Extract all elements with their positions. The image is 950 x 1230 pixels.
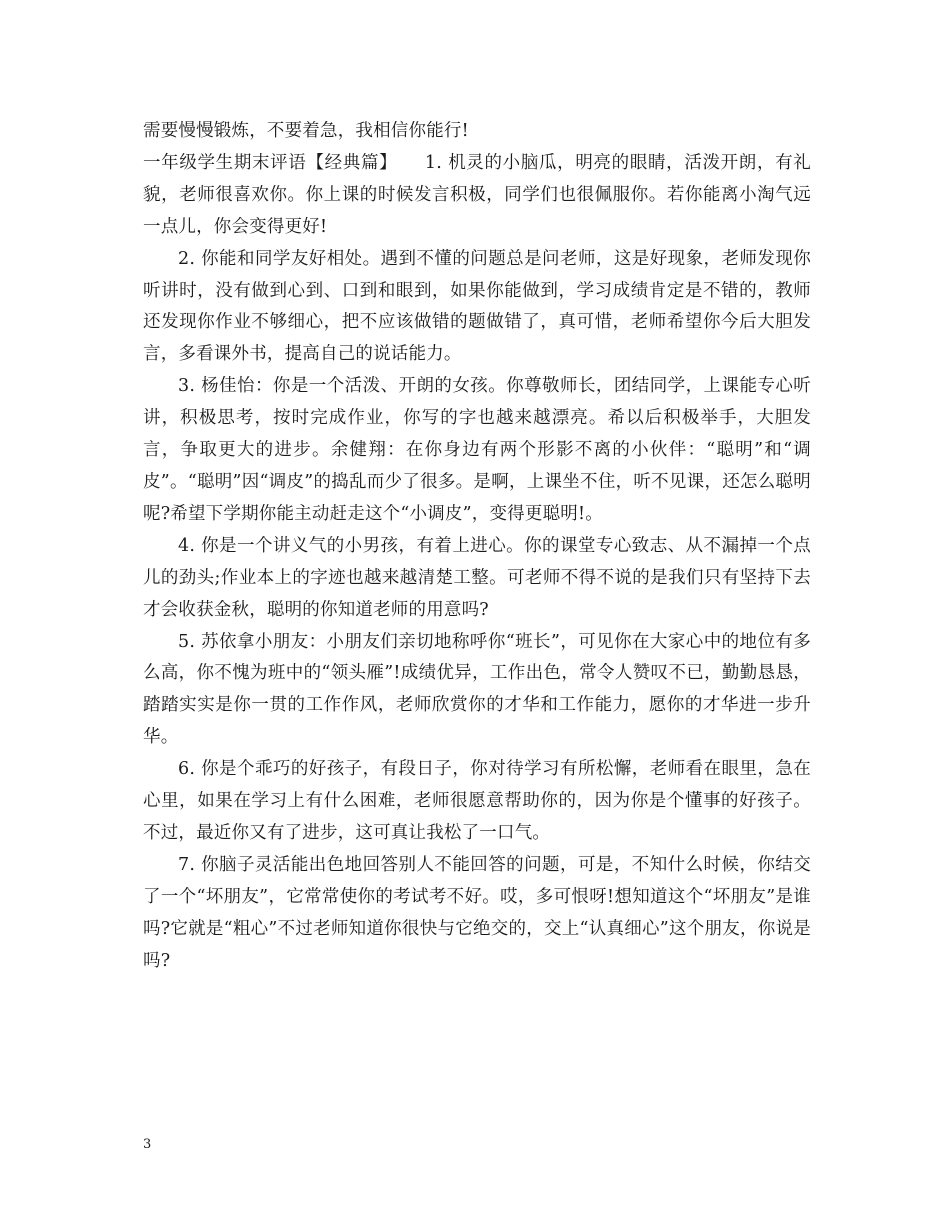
paragraph-intro-end: 需要慢慢锻炼，不要着急，我相信你能行! bbox=[143, 121, 469, 141]
document-body bbox=[143, 116, 811, 977]
paragraph-comment-6: 6. 你是个乖巧的好孩子，有段日子，你对待学习有所松懈，老师看在眼里，急在心里，如果在学习上有什么困难，老师很愿意帮助你的，因为你是个懂事的好孩子。不过，最近你又有了进步，这可真让我松了一口气。 bbox=[143, 759, 811, 843]
paragraph-comment-5: 5. 苏依拿小朋友：小朋友们亲切地称呼你“班长”，可见你在大家心中的地位有多么高，你不愧为班中的“领头雁”!成绩优异，工作出色，常令人赞叹不已，勤勤恳恳，踏踏实实是你一贯的工作作风，老师欣赏你的才华和工作能力，愿你的才华进一步升华。 bbox=[143, 631, 811, 748]
page-number: 3 bbox=[143, 1137, 152, 1152]
paragraph-comment-2: 2. 你能和同学友好相处。遇到不懂的问题总是问老师，这是好现象，老师发现你听讲时，没有做到心到、口到和眼到，如果你能做到，学习成绩肯定是不错的，教师还发现你作业不够细心，把不应该做错的题做错了，真可惜，老师希望你今后大胆发言，多看课外书，提高自己的说话能力。 bbox=[143, 248, 811, 365]
paragraph-comment-7: 7. 你脑子灵活能出色地回答别人不能回答的问题，可是，不知什么时候，你结交了一个“坏朋友”，它常常使你的考试考不好。哎，多可恨呀!想知道这个“坏朋友”是谁吗?它就是“粗心”不过老师知道你很快与它绝交的，交上“认真细心”这个朋友，你说是吗? bbox=[143, 854, 811, 971]
paragraph-comment-3: 3. 杨佳怡：你是一个活泼、开朗的女孩。你尊敬师长，团结同学，上课能专心听讲，积极思考，按时完成作业，你写的字也越来越漂亮。希以后积极举手，大胆发言，争取更大的进步。余健翔：在你身边有两个形影不离的小伙伴：“聪明”和“调皮”。“聪明”因“调皮”的捣乱而少了很多。是啊，上课坐不住，听不见课，还怎么聪明呢?希望下学期你能主动赶走这个“小调皮”，变得更聪明!。 bbox=[143, 376, 811, 524]
paragraph-heading-comment-1: 一年级学生期末评语【经典篇】 1. 机灵的小脑瓜，明亮的眼睛，活泼开朗，有礼貌，老师很喜欢你。你上课的时候发言积极，同学们也很佩服你。若你能离小淘气远一点儿，你会变得更好! bbox=[143, 152, 811, 237]
paragraph-comment-4: 4. 你是一个讲义气的小男孩，有着上进心。你的课堂专心致志、从不漏掉一个点儿的劲头;作业本上的字迹也越来越清楚工整。可老师不得不说的是我们只有坚持下去才会收获金秋，聪明的你知道老师的用意吗? bbox=[143, 535, 811, 620]
